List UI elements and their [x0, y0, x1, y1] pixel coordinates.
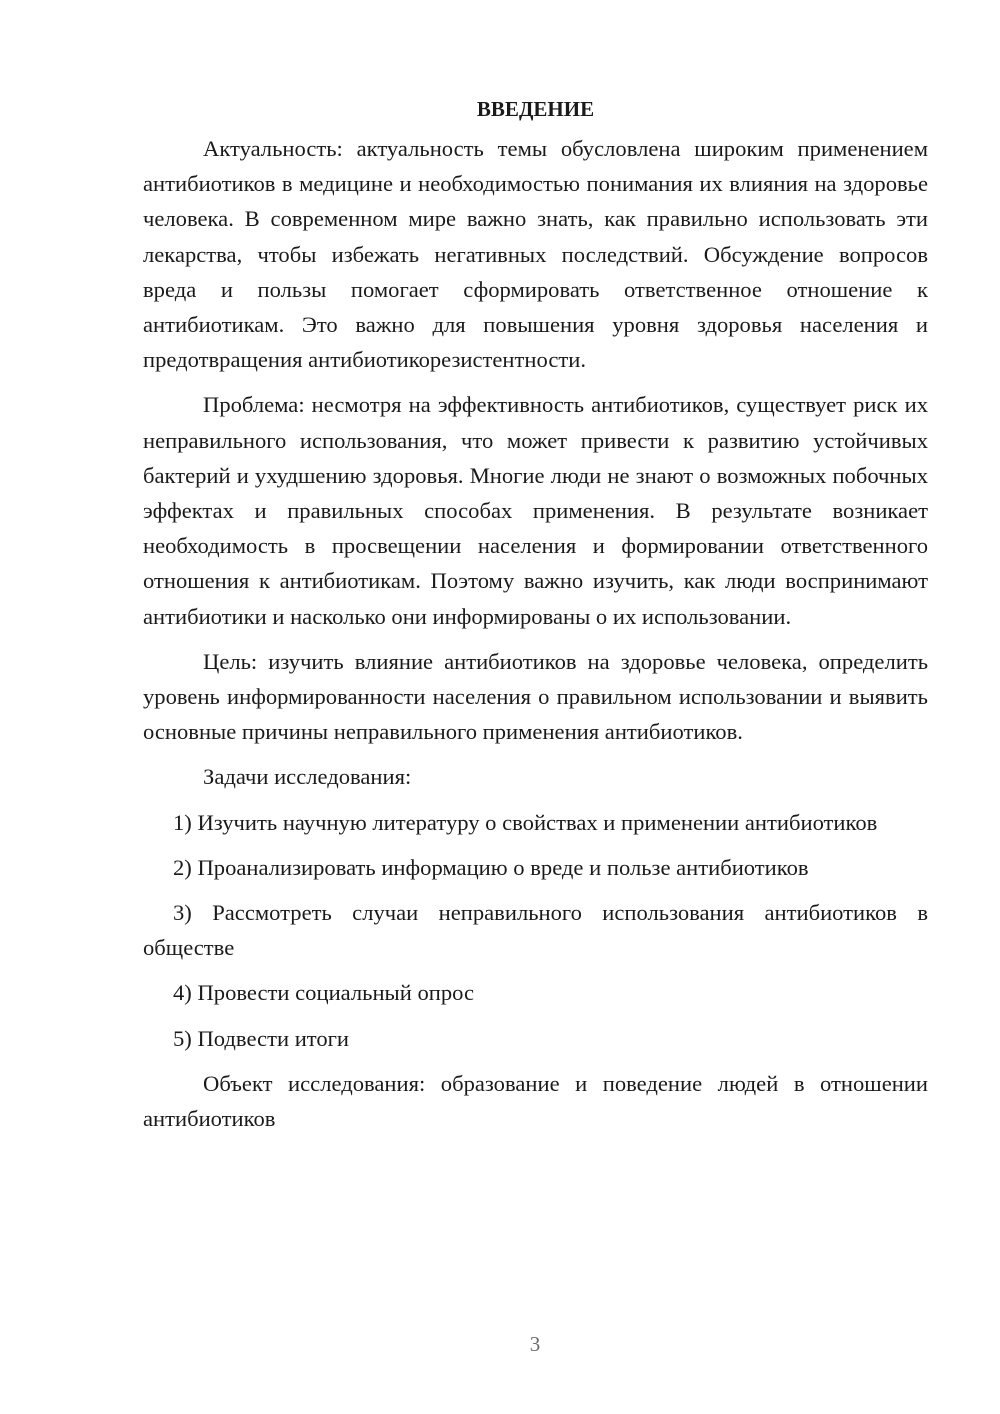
paragraph-goal: Цель: изучить влияние антибиотиков на здоровье человека, определить уровень информированности населения о правильном использовании и выявить основные причины неправильного применения антибиотиков.	[143, 648, 928, 745]
task-item-1: 1) Изучить научную литературу о свойствах и применении антибиотиков	[173, 809, 878, 835]
task-item-5: 5) Подвести итоги	[173, 1025, 350, 1051]
task-item-2: 2) Проанализировать информацию о вреде и пользе антибиотиков	[173, 854, 809, 880]
task-item-4: 4) Провести социальный опрос	[173, 980, 475, 1006]
paragraph-problem: Проблема: несмотря на эффективность антибиотиков, существует риск их неправильного использования, что может привести к развитию устойчивых бактерий и ухудшению здоровья. Многие люди не знают о возможных побочных эффектах и правильных способах применения. В результате возникает необходимость в просвещении населения и формировании ответственного отношения к антибиотикам. Поэтому важно изучить, как люди воспринимают антибиотики и насколько они информированы о их использовании.	[143, 392, 928, 629]
task-item-3: 3) Рассмотреть случаи неправильного использования антибиотиков в обществе	[143, 900, 928, 961]
page-number: 3	[529, 1332, 541, 1356]
paragraph-relevance: Актуальность: актуальность темы обусловлена широким применением антибиотиков в медицине и необходимостью понимания их влияния на здоровье человека. В современном мире важно знать, как правильно использовать эти лекарства, чтобы избежать негативных последствий. Обсуждение вопросов вреда и пользы помогает сформировать ответственное отношение к антибиотикам. Это важно для повышения уровня здоровья населения и предотвращения антибиотикорезистентности.	[143, 136, 928, 373]
paragraph-tasks-heading: Задачи исследования:	[203, 764, 412, 790]
document-page	[143, 92, 928, 1146]
section-title: ВВЕДЕНИЕ	[476, 97, 595, 121]
paragraph-object: Объект исследования: образование и поведение людей в отношении антибиотиков	[143, 1070, 928, 1132]
